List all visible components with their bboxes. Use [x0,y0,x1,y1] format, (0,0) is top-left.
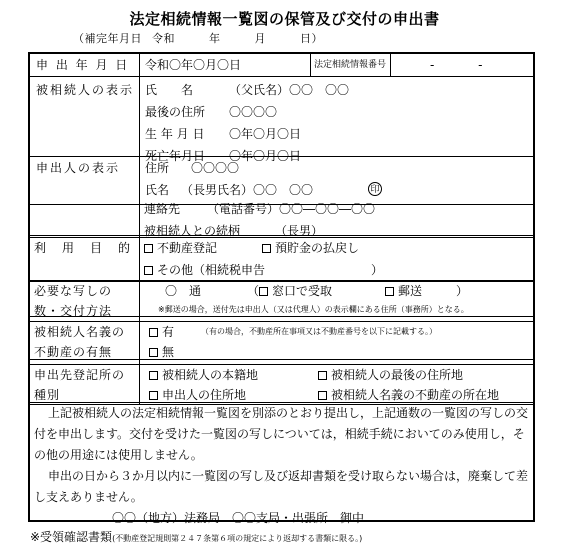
applicant-name-value[interactable]: （長男氏名）〇〇 〇〇 [181,183,314,197]
office-option-property-location[interactable] [318,389,499,401]
checkbox-icon[interactable] [149,348,158,357]
applicant-address-value[interactable]: 〇〇〇〇 [191,161,240,175]
statement-line: し支えありません。 [34,490,143,504]
copies-window-label: 窓口で受取 [272,284,333,298]
column-divider [390,54,391,76]
realestate-no-option[interactable] [149,346,174,358]
copies-window-option[interactable] [259,285,332,297]
row-divider [29,321,534,322]
checkbox-icon[interactable] [385,287,394,296]
purpose-option-other-label: その他（相続税申告 [157,263,266,277]
realestate-yes-label: 有 [162,325,175,339]
deceased-name-label: 氏 名 [145,83,194,97]
seal-icon: 印 [368,182,382,196]
statement-line: 申出の日から３か月以内に一覧図の写し及び返却書類を受け取らない場合は，廃棄して差 [48,469,529,483]
deceased-address-value[interactable]: 〇〇〇〇 [229,105,278,119]
row-divider [29,404,534,405]
copies-close: ） [456,284,469,298]
purpose-label: 利 用 目 的 [34,241,133,255]
checkbox-icon[interactable] [149,371,158,380]
supplement-month: 月 [254,32,266,45]
applicant-relation-label: 被相続人との続柄 [144,224,241,238]
office-option-domicile[interactable] [149,369,258,381]
copies-mail-label: 郵送 [398,284,423,298]
deceased-birth-label: 生 年 月 日 [145,127,205,141]
row-divider [29,281,534,282]
column-divider [139,237,140,404]
row-divider [30,156,533,157]
checkbox-icon[interactable] [262,244,271,253]
applicant-contact-label: 連絡先 [144,202,181,216]
applicant-relation-value[interactable]: （長男） [275,224,324,238]
copies-label-line1: 必要な写しの [34,284,113,298]
office-option-domicile-label: 被相続人の本籍地 [162,368,259,382]
office-option-last-address-label: 被相続人の最後の住所地 [331,368,464,382]
realestate-label-line2: 不動産の有無 [34,345,113,359]
statement-block [34,403,534,529]
office-option-property-location-label: 被相続人名義の不動産の所在地 [331,388,500,402]
supplement-label: （補完年月日 [73,32,142,45]
form-title: 法定相続情報一覧図の保管及び交付の申出書 [129,10,440,28]
purpose-option-deposit[interactable] [262,242,359,254]
applicant-address-label: 住所 [145,161,170,175]
purpose-other-close: ） [371,263,384,277]
deceased-death-value[interactable]: 〇年〇月〇日 [229,149,302,163]
receipt-confirmation [30,528,362,545]
supplement-era: 令和 [152,32,175,45]
info-number-value[interactable]: - - [430,58,483,72]
copies-count[interactable]: 〇 通 [165,284,202,298]
checkbox-icon[interactable] [318,371,327,380]
row-divider [29,364,534,365]
deceased-birth-value[interactable]: 〇年〇月〇日 [229,127,302,141]
realestate-yes-option[interactable] [149,326,174,338]
copies-note: ※郵送の場合，送付先は申出人（又は代理人）の表示欄にある住所（事務所）となる。 [158,305,469,314]
supplement-year: 年 [209,32,221,45]
checkbox-icon[interactable] [318,391,327,400]
application-date-value[interactable]: 令和〇年〇月〇日 [145,58,242,72]
addressee: 〇〇（地方）法務局 〇〇支局・出張所 御中 [112,511,365,525]
deceased-address-label: 最後の住所 [145,105,206,119]
checkbox-icon[interactable] [259,287,268,296]
purpose-option-realestate-label: 不動産登記 [157,241,218,255]
office-label-line2: 種別 [34,388,61,402]
applicant-name-label: 氏名 [145,183,170,197]
statement-line: の他の用途には使用しません。 [34,448,203,462]
deceased-label: 被相続人の表示 [36,83,135,97]
deceased-death-label: 死亡年月日 [145,149,206,163]
purpose-option-deposit-label: 預貯金の払戻し [275,241,360,255]
applicant-contact-value[interactable]: （電話番号）〇〇―〇〇―〇〇 [207,202,376,216]
receipt-label: ※受領確認書類 [30,530,113,544]
statement-line: 上記被相続人の法定相続情報一覧図を別添のとおり提出し，上記通数の一覧図の写しの交 [48,406,529,420]
office-label-line1: 申出先登記所の [34,368,126,382]
office-option-applicant-address-label: 申出人の住所地 [162,388,247,402]
checkbox-icon[interactable] [149,391,158,400]
row-divider [29,237,534,238]
office-option-applicant-address[interactable] [149,389,246,401]
realestate-no-label: 無 [162,345,175,359]
seal-mark [368,182,382,196]
row-divider [30,359,533,360]
realestate-label-line1: 被相続人名義の [34,325,126,339]
receipt-note: (不動産登記規則第２４７条第６項の規定により返却する書類に限る。) [112,534,363,543]
checkbox-icon[interactable] [149,328,158,337]
realestate-yes-note: （有の場合，不動産所在事項又は不動産番号を以下に記載する。） [201,327,437,336]
supplement-date [73,30,329,46]
copies-window-open: （ [247,284,260,298]
supplement-day: 日） [300,32,323,45]
statement-line: 付を申出します。交付を受けた一覧図の写しについては，相続手続においてのみ使用し，そ [34,427,525,441]
application-date-label: 申 出 年 月 日 [36,58,130,72]
office-option-last-address[interactable] [318,369,463,381]
purpose-option-other[interactable] [144,264,265,276]
copies-label-line2: 数・交付方法 [34,304,113,318]
copies-mail-option[interactable] [385,285,422,297]
applicant-label: 申出人の表示 [36,161,121,175]
deceased-name-value[interactable]: （父氏名）〇〇 〇〇 [229,83,350,97]
checkbox-icon[interactable] [144,244,153,253]
row-divider [30,76,533,77]
info-number-label: 法定相続情報番号 [314,60,387,70]
purpose-option-realestate[interactable] [144,242,217,254]
column-divider [310,54,311,76]
checkbox-icon[interactable] [144,266,153,275]
